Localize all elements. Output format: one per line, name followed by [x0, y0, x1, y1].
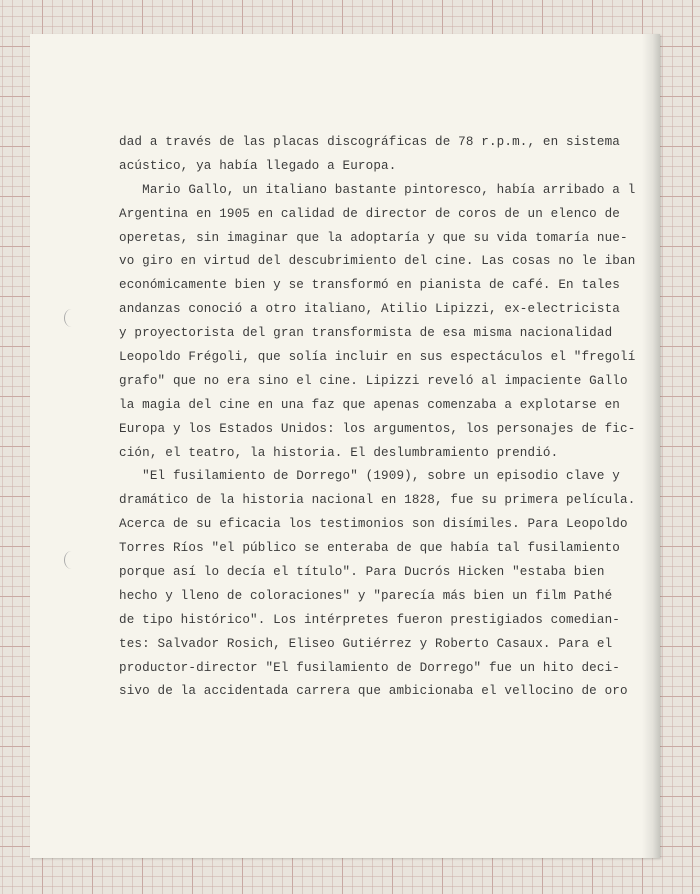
text-line: Acerca de su eficacia los testimonios son disímiles. Para Leopoldo	[119, 517, 628, 532]
text-line: hecho y lleno de coloraciones" y "parecía más bien un film Pathé	[119, 588, 613, 603]
text-line: grafo" que no era sino el cine. Lipizzi reveló al impaciente Gallo	[119, 373, 628, 388]
text-line: porque así lo decía el título". Para Ducrós Hicken "estaba bien	[119, 565, 605, 580]
text-line: sivo de la accidentada carrera que ambicionaba el vellocino de oro	[119, 684, 628, 699]
punch-hole-mark	[64, 309, 79, 327]
text-line: Europa y los Estados Unidos: los argumentos, los personajes de fic-	[119, 421, 636, 436]
text-line: Mario Gallo, un italiano bastante pintoresco, había arribado a l	[119, 182, 636, 197]
text-line: vo giro en virtud del descubrimiento del cine. Las cosas no le iban	[119, 254, 636, 269]
text-line: productor-director "El fusilamiento de Dorrego" fue un hito deci-	[119, 660, 620, 675]
text-line: dramático de la historia nacional en 1828, fue su primera película.	[119, 493, 636, 508]
text-line: operetas, sin imaginar que la adoptaría y que su vida tomaría nue-	[119, 230, 628, 245]
text-line: "El fusilamiento de Dorrego" (1909), sobre un episodio clave y	[119, 469, 620, 484]
text-line: Torres Ríos "el público se enteraba de que había tal fusilamiento	[119, 541, 620, 556]
text-line: de tipo histórico". Los intérpretes fueron prestigiados comedian-	[119, 612, 620, 627]
text-line: Argentina en 1905 en calidad de director de coros de un elenco de	[119, 206, 620, 221]
text-line: andanzas conoció a otro italiano, Atilio Lipizzi, ex-electricista	[119, 302, 620, 317]
text-line: tes: Salvador Rosich, Eliseo Gutiérrez y Roberto Casaux. Para el	[119, 636, 613, 651]
text-line: económicamente bien y se transformó en pianista de café. En tales	[119, 278, 620, 293]
text-line: Leopoldo Frégoli, que solía incluir en sus espectáculos el "fregolí	[119, 350, 636, 365]
text-line: dad a través de las placas discográficas de 78 r.p.m., en sistema	[119, 135, 620, 149]
page-text	[119, 131, 659, 704]
text-line: la magia del cine en una faz que apenas comenzaba a explotarse en	[119, 397, 620, 412]
text-line: ción, el teatro, la historia. El deslumbramiento prendió.	[119, 445, 559, 460]
punch-hole-mark	[64, 551, 79, 569]
text-line: acústico, ya había llegado a Europa.	[119, 158, 397, 173]
text-line: y proyectorista del gran transformista de esa misma nacionalidad	[119, 326, 613, 341]
